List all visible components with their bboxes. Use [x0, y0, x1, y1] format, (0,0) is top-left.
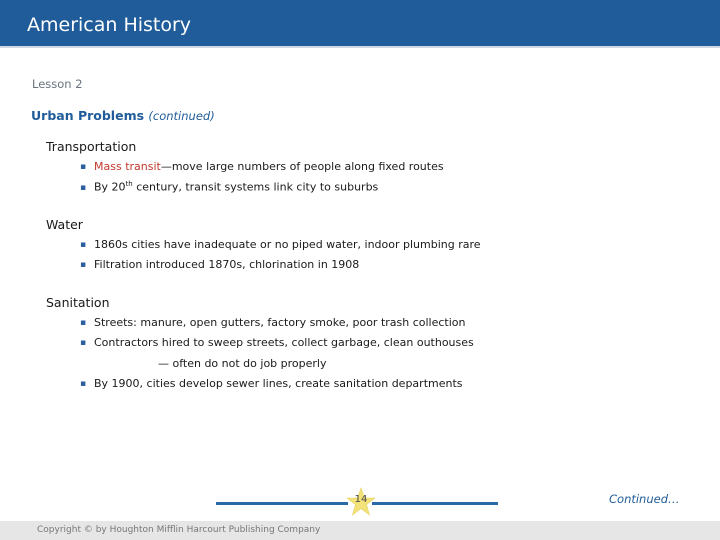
- bullet-dot: ▪: [80, 338, 87, 348]
- bullet-text: Filtration introduced 1870s, chlorination in 1908: [94, 258, 360, 271]
- bullet-contractors: [80, 336, 474, 349]
- page-number: 14: [354, 494, 368, 505]
- bullet-text: —move large numbers of people along fixed routes: [160, 160, 444, 173]
- copyright-text: Copyright © by Houghton Mifflin Harcourt Publishing Company: [37, 525, 321, 535]
- superscript-th: th: [125, 180, 133, 188]
- lesson-label: Lesson 2: [32, 77, 83, 91]
- bullet-dot: ▪: [80, 260, 87, 270]
- bullet-filtration: [80, 258, 359, 271]
- topic-water: Water: [46, 217, 83, 232]
- section-title: [31, 108, 215, 123]
- bullet-dot: ▪: [80, 182, 87, 193]
- footer-rule-left: [216, 502, 348, 505]
- bullet-mass-transit: [80, 160, 444, 173]
- bullet-dot: ▪: [80, 240, 87, 250]
- bullet-contractors-continuation: — often do not do job properly: [158, 357, 327, 370]
- continued-label: Continued…: [609, 492, 680, 506]
- header-bar: [0, 0, 720, 48]
- bullet-1900-sewer: [80, 377, 463, 390]
- bullet-text: By 1900, cities develop sewer lines, create sanitation departments: [94, 377, 463, 390]
- bullet-text: Streets: manure, open gutters, factory smoke, poor trash collection: [94, 316, 466, 329]
- bullet-text: 1860s cities have inadequate or no piped water, indoor plumbing rare: [94, 238, 481, 251]
- mass-transit-highlight: Mass transit: [94, 160, 161, 173]
- topic-transportation: Transportation: [46, 139, 137, 154]
- bullet-1860s: [80, 238, 481, 251]
- bullet-text-pre: By 20: [94, 180, 126, 194]
- header-title: American History: [27, 14, 192, 36]
- bullet-20th-century: [80, 180, 378, 194]
- bullet-dot: ▪: [80, 318, 87, 328]
- bullet-text: century, transit systems link city to suburbs: [132, 180, 379, 194]
- bullet-streets: [80, 316, 466, 329]
- bullet-dot: ▪: [80, 379, 87, 389]
- footer-rule-right: [372, 502, 498, 505]
- section-title-text: Urban Problems: [31, 108, 145, 123]
- bullet-dot: ▪: [80, 162, 87, 172]
- section-continued-label: (continued): [148, 109, 215, 123]
- topic-sanitation: Sanitation: [46, 295, 110, 310]
- footer-bar: [0, 521, 720, 540]
- bullet-text: Contractors hired to sweep streets, collect garbage, clean outhouses: [94, 336, 474, 349]
